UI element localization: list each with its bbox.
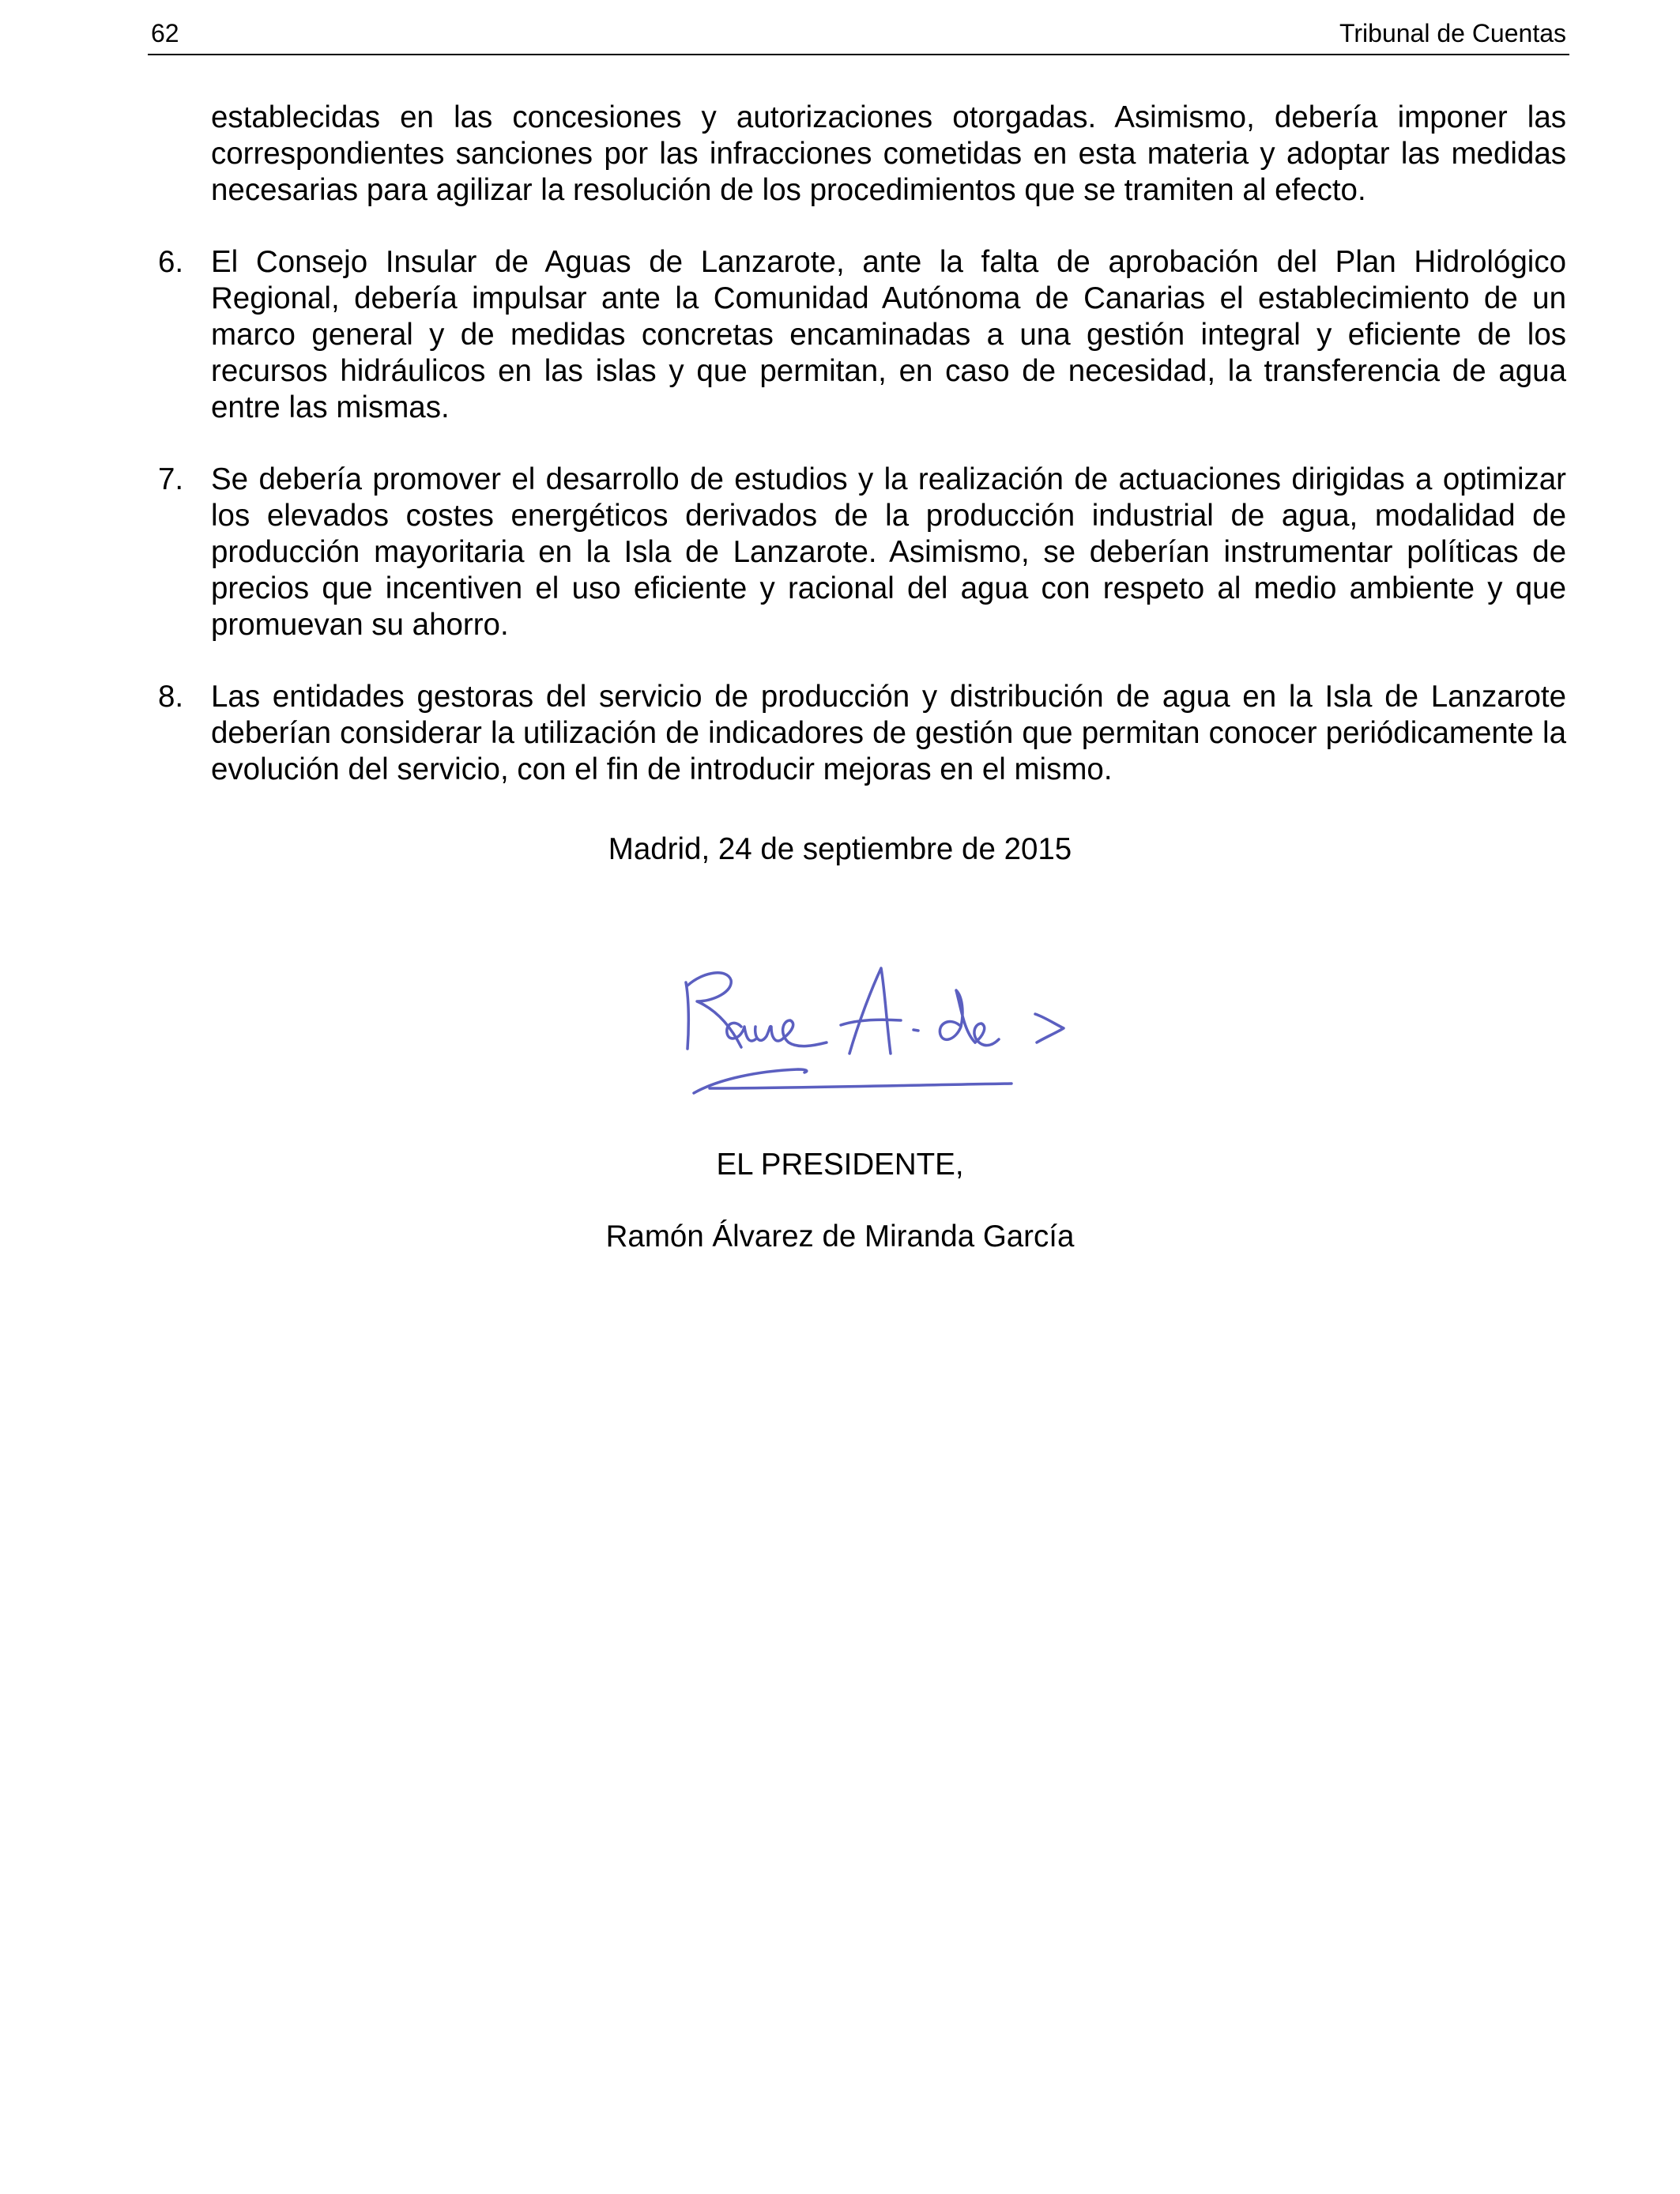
page-number: 62 — [151, 19, 179, 47]
item-text: El Consejo Insular de Aguas de Lanzarote, ante la falta de aprobación del Plan Hidrológico Regional, debería impulsar ante la Comunidad Autónoma de Canarias el establecimiento de un marco general y de medidas concretas encaminadas a una gestión integral y eficiente de los recursos hidráulicos en las islas y que permitan, en caso de necesidad, la transferencia de agua entre las mismas. — [211, 245, 1566, 424]
recommendation-item-7 — [148, 462, 1566, 643]
handwritten-signature — [672, 944, 1083, 1099]
item-number: 7. — [158, 462, 184, 496]
signatory-title: EL PRESIDENTE, — [716, 1148, 964, 1182]
continued-paragraph: establecidas en las concesiones y autorizaciones otorgadas. Asimismo, debería imponer las correspondientes sanciones por las infracciones cometidas en esta materia y adoptar las medidas necesarias para agilizar la resolución de los procedimientos que se tramiten al efecto. — [211, 100, 1566, 207]
item-number: 6. — [158, 245, 184, 279]
item-number: 8. — [158, 680, 184, 714]
header-title: Tribunal de Cuentas — [1339, 19, 1566, 47]
place-date: Madrid, 24 de septiembre de 2015 — [608, 832, 1072, 866]
item-text: Se debería promover el desarrollo de estudios y la realización de actuaciones dirigidas a optimizar los elevados costes energéticos derivados de la producción industrial de agua, modalidad de producción mayoritaria en la Isla de Lanzarote. Asimismo, se deberían instrumentar políticas de precios que incentiven el uso eficiente y racional del agua con respeto al medio ambiente y que promuevan su ahorro. — [211, 462, 1566, 642]
recommendation-item-8 — [148, 679, 1566, 788]
signatory-name: Ramón Álvarez de Miranda García — [605, 1220, 1075, 1253]
report-body — [148, 100, 1566, 824]
recommendation-item-6 — [148, 244, 1566, 426]
item-text: Las entidades gestoras del servicio de producción y distribución de agua en la Isla de Lanzarote deberían considerar la utilización de indicadores de gestión que permitan conocer periódicamente la evolución del servicio, con el fin de introducir mejoras en el mismo. — [211, 680, 1566, 786]
page-header — [148, 17, 1569, 55]
